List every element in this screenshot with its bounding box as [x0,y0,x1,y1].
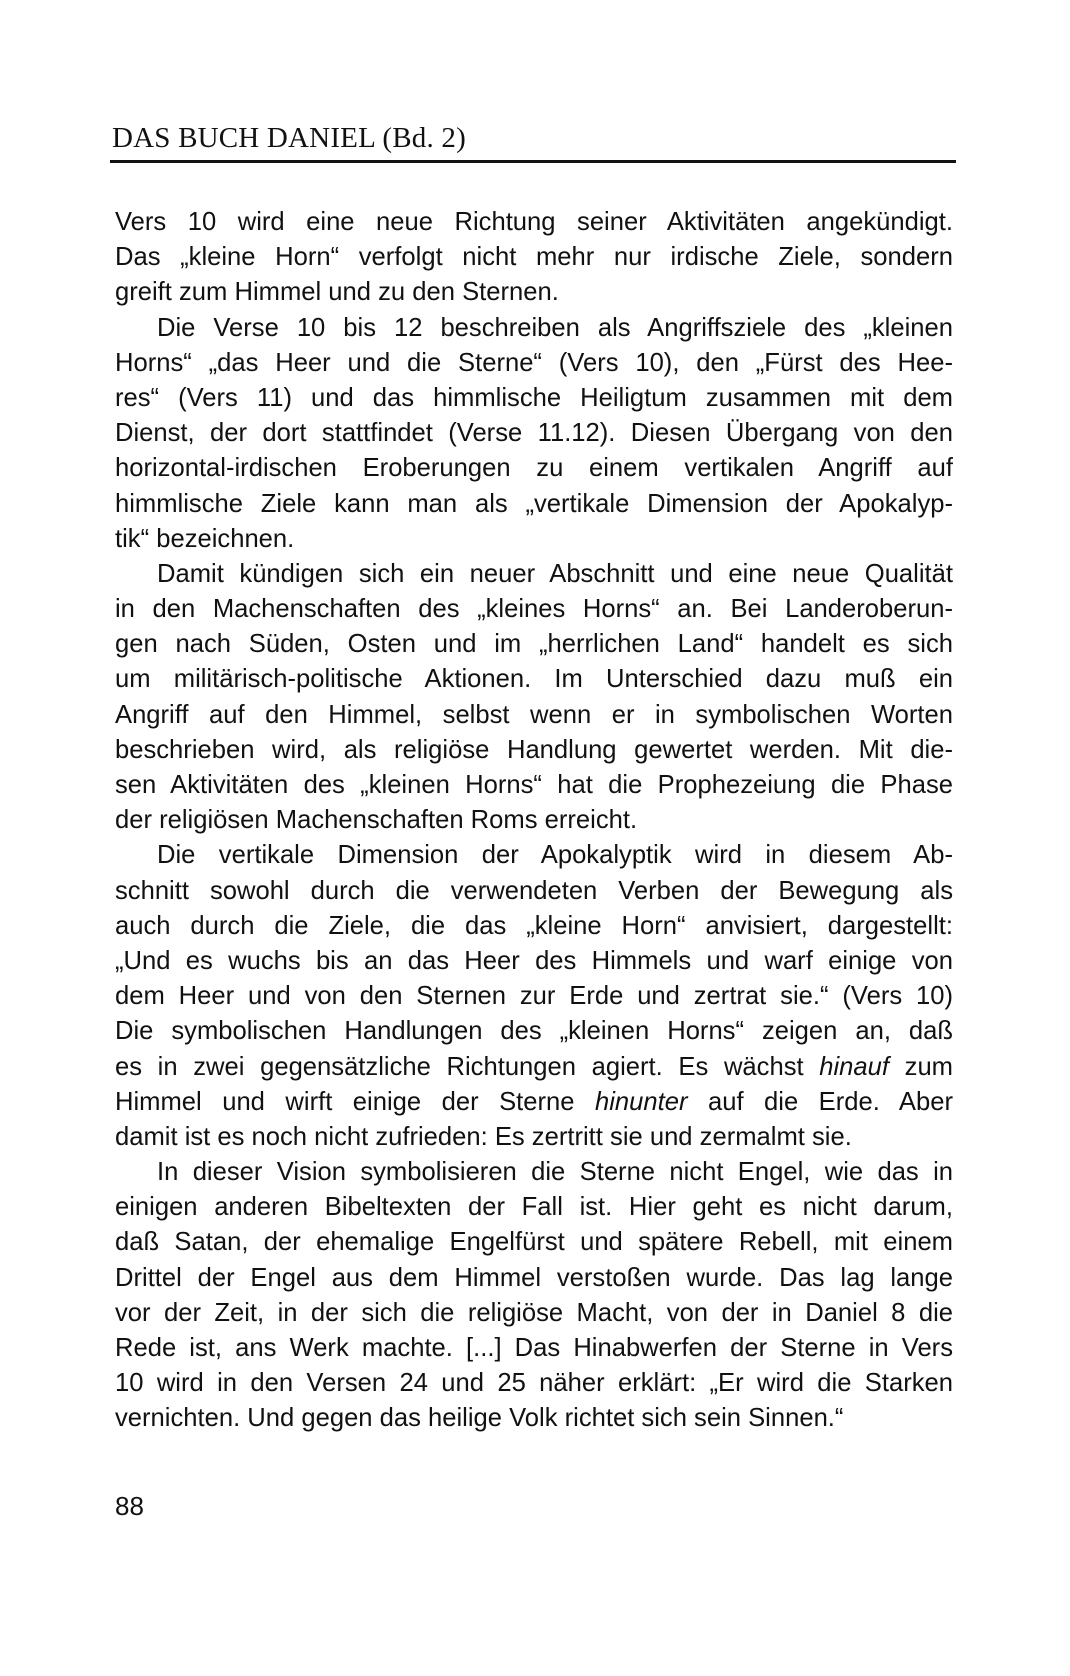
text-line: „Und es wuchs bis an das Heer des Himmels und warf einige von [115,946,953,975]
paragraph-5 [115,1155,953,1437]
text-run: auf die Erde. Aber [687,1087,953,1116]
text-line: greift zum Himmel und zu den Sternen. [115,278,559,307]
text-line: der religiösen Machenschaften Roms erreicht. [115,806,638,835]
text-line: Drittel der Engel aus dem Himmel verstoßen wurde. Das lag lange [115,1263,953,1292]
paragraph-1 [115,205,953,311]
header-rule [110,160,956,163]
text-line: auch durch die Ziele, die das „kleine Horn“ anvisiert, dargestellt: [115,911,953,940]
text-line: sen Aktivitäten des „kleinen Horns“ hat die Prophezeiung die Phase [115,771,953,799]
paragraph-2 [115,311,953,557]
text-line-with-emphasis [115,1085,953,1120]
text-line: um militärisch-politische Aktionen. Im Unterschied dazu muß ein [115,665,953,694]
body-text [115,205,953,1437]
text-line: gen nach Süden, Osten und im „herrlichen Land“ handelt es sich [115,630,953,659]
text-line: Die symbolischen Handlungen des „kleinen Horns“ zeigen an, daß [115,1017,953,1046]
text-line: In dieser Vision symbolisieren die Sterne nicht Engel, wie das in [157,1158,953,1187]
text-line: Horns“ „das Heer und die Sterne“ (Vers 10), den „Fürst des Hee- [115,348,953,377]
text-line: beschrieben wird, als religiöse Handlung gewertet werden. Mit die- [115,735,953,764]
text-line: schnitt sowohl durch die verwendeten Verben der Bewegung als [115,876,953,905]
text-run: es in zwei gegensätzliche Richtungen agiert. Es wächst [115,1052,820,1081]
text-line: himmlische Ziele kann man als „vertikale Dimension der Apokalyp- [115,489,953,518]
text-line: einigen anderen Bibeltexten der Fall ist. Hier geht es nicht darum, [115,1193,953,1222]
text-line: Die Verse 10 bis 12 beschreiben als Angriffsziele des „kleinen [157,313,953,342]
page-number: 88 [115,1491,144,1521]
text-line: damit ist es noch nicht zufrieden: Es zertritt sie und zermalmt sie. [115,1122,852,1151]
text-line: vor der Zeit, in der sich die religiöse Macht, von der in Daniel 8 die [115,1298,953,1327]
text-line: tik“ bezeichnen. [115,524,295,553]
running-head: DAS BUCH DANIEL (Bd. 2) [112,122,466,154]
text-line: dem Heer und von den Sternen zur Erde und zertrat sie.“ (Vers 10) [115,982,953,1011]
emphasis-hinauf: hinauf [819,1052,889,1081]
text-line: Das „kleine Horn“ verfolgt nicht mehr nur irdische Ziele, sondern [115,243,953,272]
text-line: 10 wird in den Versen 24 und 25 näher erklärt: „Er wird die Starken [115,1369,953,1398]
text-line: Damit kündigen sich ein neuer Abschnitt und eine neue Qualität [157,559,953,588]
text-line: vernichten. Und gegen das heilige Volk richtet sich sein Sinnen.“ [115,1404,844,1433]
text-line-with-emphasis [115,1050,953,1085]
text-line: in den Machenschaften des „kleines Horns“ an. Bei Landeroberun- [115,595,953,624]
text-run: zum [889,1052,953,1081]
text-line: res“ (Vers 11) und das himmlische Heiligtum zusammen mit dem [115,383,953,412]
text-run: Himmel und wirft einige der Sterne [115,1087,595,1116]
paragraph-3 [115,557,953,839]
emphasis-hinunter: hinunter [594,1087,688,1116]
text-line: horizontal-irdischen Eroberungen zu einem vertikalen Angriff auf [115,454,953,483]
text-line: Angriff auf den Himmel, selbst wenn er in symbolischen Worten [115,700,953,729]
text-line: Vers 10 wird eine neue Richtung seiner Aktivitäten angekündigt. [115,208,953,236]
text-line: Die vertikale Dimension der Apokalyptik wird in diesem Ab- [157,841,953,870]
paragraph-4 [115,838,953,1155]
text-line: daß Satan, der ehemalige Engelfürst und spätere Rebell, mit einem [115,1228,953,1257]
text-line: Dienst, der dort stattfindet (Verse 11.12). Diesen Übergang von den [115,419,953,448]
text-line: Rede ist, ans Werk machte. [...] Das Hinabwerfen der Sterne in Vers [115,1334,953,1362]
